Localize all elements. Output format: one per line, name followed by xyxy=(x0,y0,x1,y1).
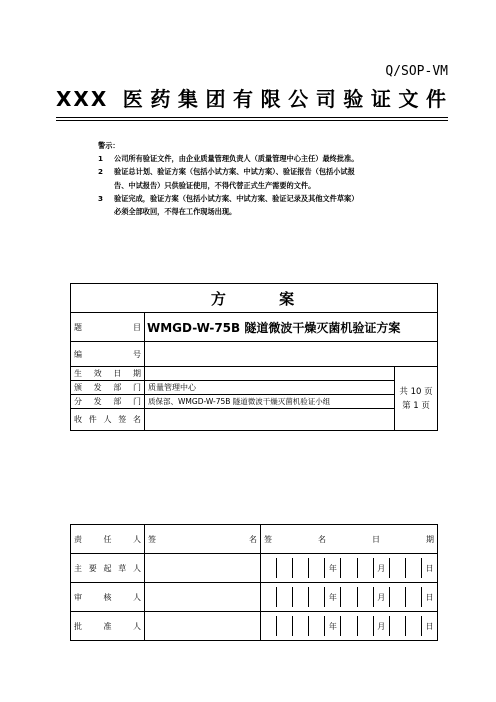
dist-dept-label: 分发部门 xyxy=(71,395,145,409)
notice-item xyxy=(98,192,428,205)
notice-text: 验证完成，验证方案（包括小试方案、中试方案、验证记录及其他文件草案） xyxy=(114,193,359,203)
notice-text: 公司所有验证文件，由企业质量管理负责人（质量管理中心主任）最终批准。 xyxy=(114,154,359,164)
role-approver: 批 准 人 xyxy=(71,612,145,641)
recipient-label: 收件人签名 xyxy=(71,409,145,431)
date-header: 签 名 日 期 xyxy=(261,525,438,554)
date-field[interactable] xyxy=(261,612,438,641)
date-field[interactable] xyxy=(261,554,438,583)
notice-item xyxy=(98,152,428,165)
notice-number: 1 xyxy=(98,154,104,164)
year-label: 年 xyxy=(325,558,341,578)
page-count-cell xyxy=(395,367,438,431)
plan-table xyxy=(70,283,438,431)
signature-field[interactable] xyxy=(145,612,261,641)
month-label: 月 xyxy=(374,587,390,607)
effective-date-label: 生效日期 xyxy=(71,367,145,381)
issue-dept-label: 颁发部门 xyxy=(71,381,145,395)
total-pages: 共 10 页 xyxy=(399,386,433,397)
notice-text-continued: 告、中试报告）只供验证使用，不得代替正式生产需要的文件。 xyxy=(114,180,316,190)
signature-field[interactable] xyxy=(145,583,261,612)
notice-item xyxy=(98,165,428,178)
year-label: 年 xyxy=(325,587,341,607)
subject-label: 题 目 xyxy=(71,313,145,342)
day-label: 日 xyxy=(425,621,434,631)
role-drafter: 主要起草人 xyxy=(71,554,145,583)
warning-notice xyxy=(98,139,428,218)
role-header: 责 任 人 xyxy=(71,525,145,554)
year-label: 年 xyxy=(325,616,341,636)
issue-dept-value: 质量管理中心 xyxy=(145,381,395,395)
notice-heading: 警示： xyxy=(98,141,120,150)
dist-dept-value: 质保部、WMGD-W-75B 隧道微波干燥灭菌机验证小组 xyxy=(145,395,395,409)
date-field[interactable] xyxy=(261,583,438,612)
day-label: 日 xyxy=(425,563,434,573)
notice-number: 3 xyxy=(98,193,104,203)
signature-field[interactable] xyxy=(145,554,261,583)
day-label: 日 xyxy=(425,592,434,602)
document-code: Q/SOP-VM xyxy=(385,64,448,79)
month-label: 月 xyxy=(374,616,390,636)
month-label: 月 xyxy=(374,558,390,578)
page-number: 第 1 页 xyxy=(402,400,430,411)
notice-text-continued: 必须全部收回，不得在工作现场出现。 xyxy=(114,207,237,217)
recipient-signature[interactable] xyxy=(145,409,395,431)
title-divider xyxy=(56,117,448,121)
number-value xyxy=(145,342,438,367)
role-reviewer: 审 核 人 xyxy=(71,583,145,612)
notice-number: 2 xyxy=(98,167,104,177)
subject-value: WMGD-W-75B 隧道微波干燥灭菌机验证方案 xyxy=(145,313,438,342)
notice-text: 验证总计划、验证方案（包括小试方案、中试方案）、验证报告（包括小试报 xyxy=(114,167,355,177)
plan-heading: 方 案 xyxy=(71,284,438,313)
number-label: 编 号 xyxy=(71,342,145,367)
signature-table xyxy=(70,524,438,641)
sign-header: 签 名 xyxy=(145,525,261,554)
effective-date-value xyxy=(145,367,395,381)
document-title: XXX 医药集团有限公司验证文件 xyxy=(56,87,448,111)
